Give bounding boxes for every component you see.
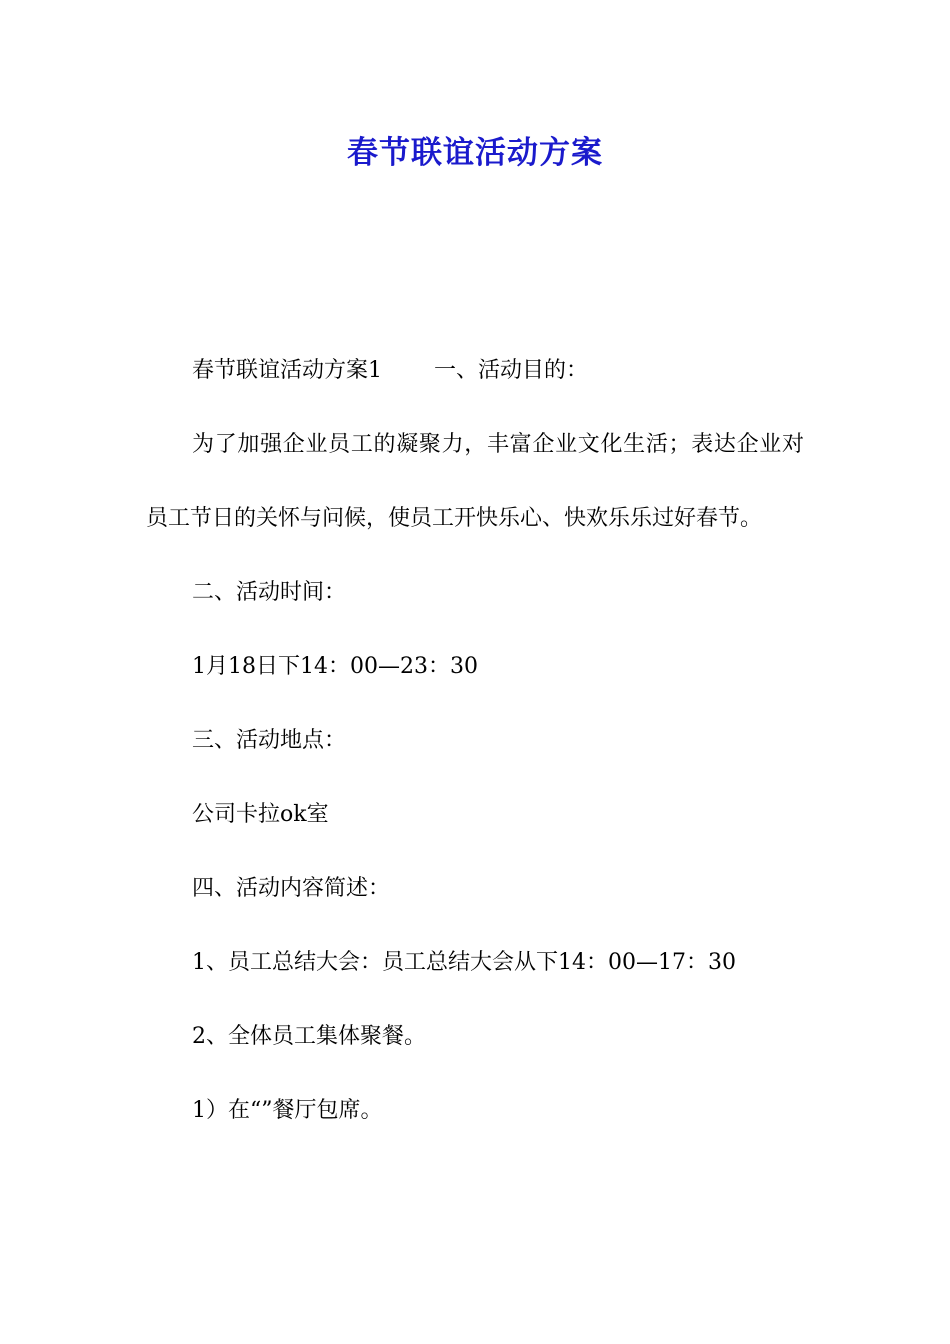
- paragraph: 2、全体员工集体聚餐。: [192, 1024, 426, 1049]
- document-title: 春节联谊活动方案: [347, 135, 603, 171]
- paragraph: 为了加强企业员工的凝聚力，丰富企业文化生活；表达企业对员工节日的关怀与问候，使员工开快乐心、快欢乐乐过好春节。: [146, 432, 804, 531]
- paragraph: [146, 334, 804, 408]
- paragraph: 1月18日下14：00—23：30: [192, 654, 478, 679]
- section-heading: 春节联谊活动方案1: [192, 358, 382, 383]
- paragraph: 二、活动时间：: [192, 580, 347, 605]
- document-body: [146, 334, 804, 1148]
- paragraph-text: 一、活动目的：: [434, 358, 589, 383]
- paragraph: 1、员工总结大会：员工总结大会从下14：00—17：30: [192, 950, 736, 975]
- paragraph: 1）在“”餐厅包席。: [192, 1098, 383, 1123]
- paragraph: 公司卡拉ok室: [192, 802, 329, 827]
- paragraph: 三、活动地点：: [192, 728, 347, 753]
- paragraph: 四、活动内容简述：: [192, 876, 391, 901]
